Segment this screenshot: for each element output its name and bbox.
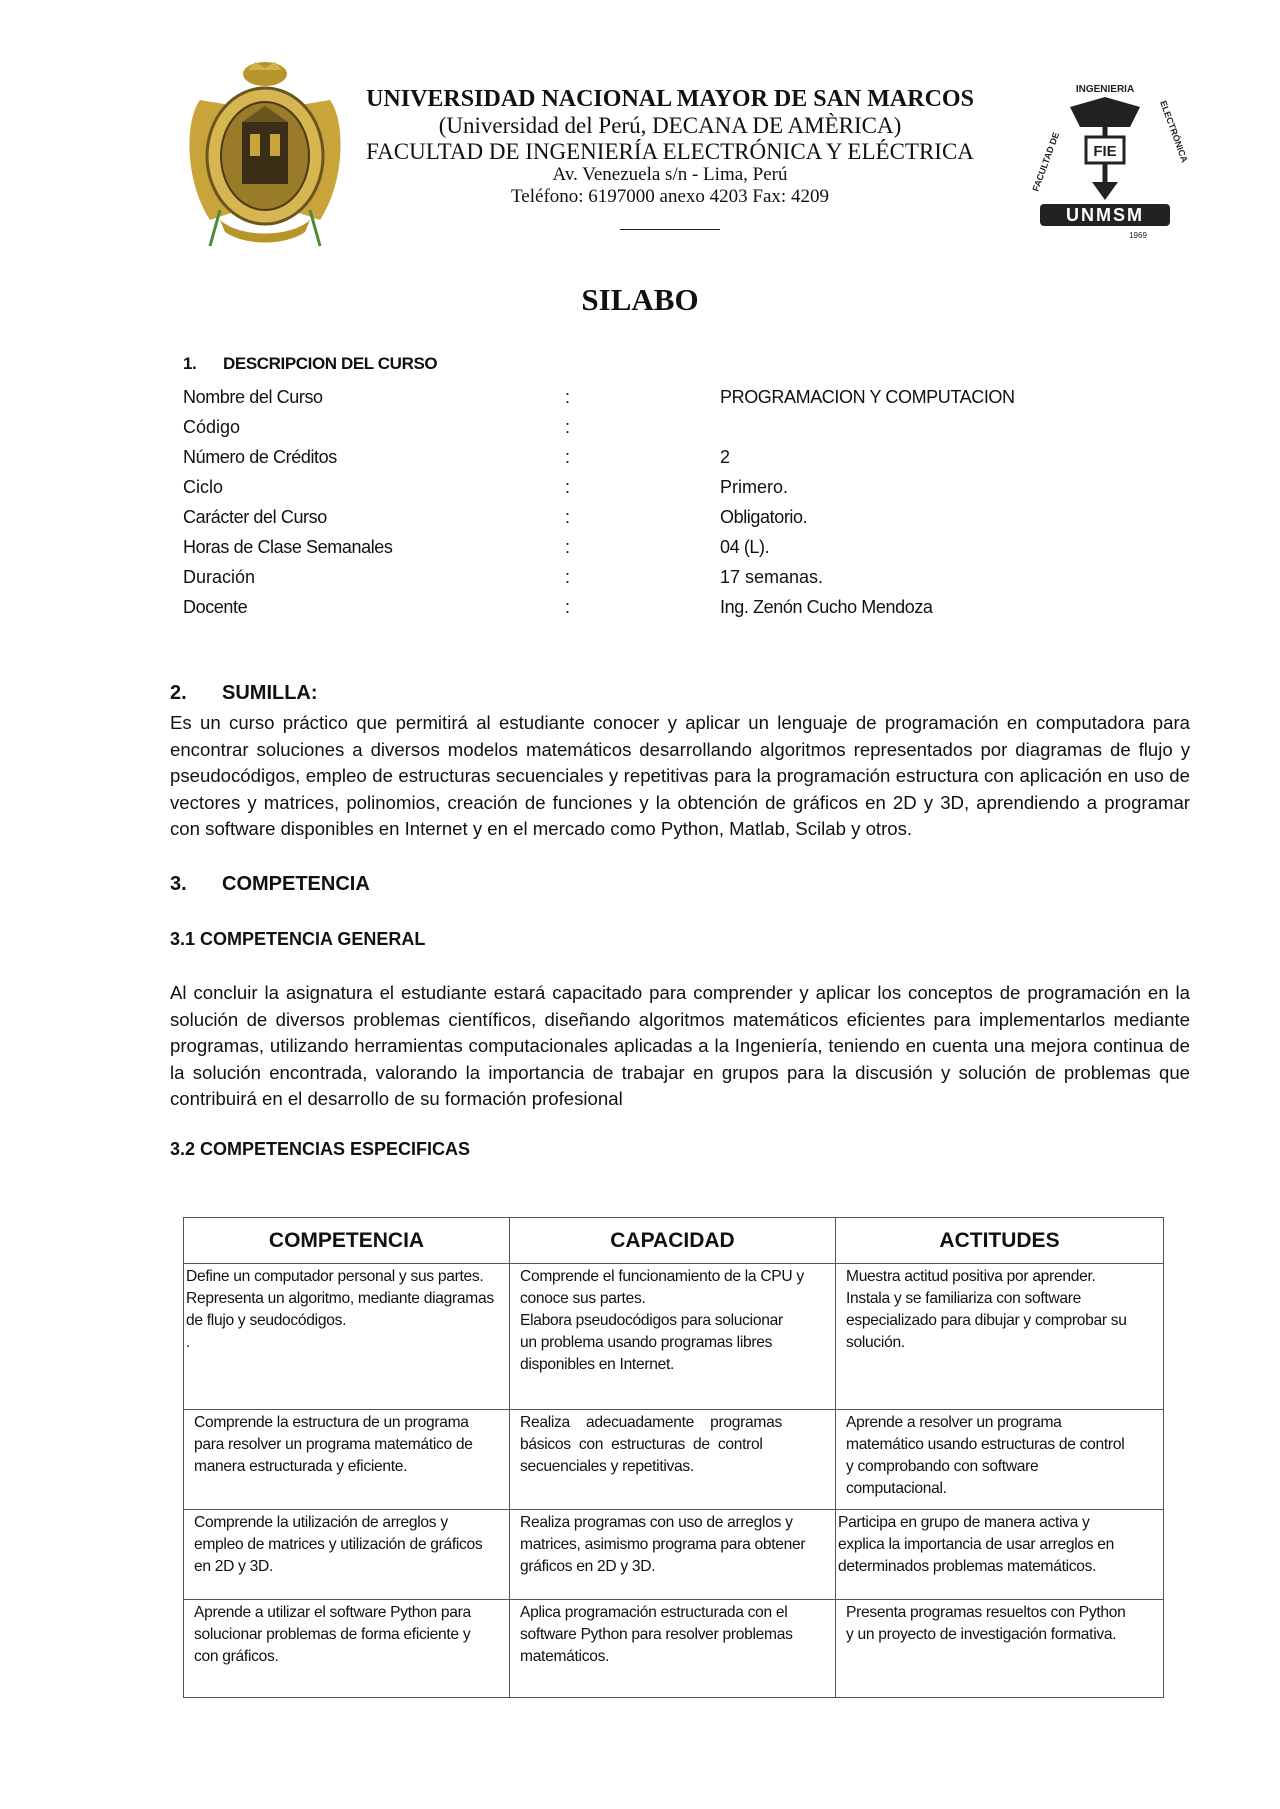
capacidad-cell: [510, 1410, 836, 1510]
field-label: Horas de Clase Semanales: [183, 537, 393, 557]
cell-line: empleo de matrices y utilización de gráficos: [194, 1536, 483, 1553]
cell-line: matemático usando estructuras de control: [846, 1436, 1125, 1453]
cell-line: Instala y se familiariza con software: [846, 1290, 1082, 1307]
cell-line: con gráficos.: [194, 1648, 279, 1665]
column-header-actitudes: ACTITUDES: [836, 1218, 1164, 1264]
cell-line: .: [186, 1334, 191, 1351]
page-title: SILABO: [581, 282, 699, 317]
cell-line: Aprende a resolver un programa: [846, 1414, 1062, 1431]
field-separator: :: [565, 567, 571, 587]
field-separator: :: [565, 387, 571, 407]
field-label: Ciclo: [183, 477, 224, 497]
field-separator: :: [565, 417, 571, 437]
section3-heading: [170, 873, 370, 896]
cell-line: para resolver un programa matemático de: [194, 1436, 473, 1453]
field-value: Ing. Zenón Cucho Mendoza: [720, 597, 933, 617]
university-crest-icon: [180, 60, 350, 256]
logo-year: 1969: [1129, 231, 1147, 240]
general-competence-heading: 3.1 COMPETENCIA GENERAL: [170, 929, 426, 949]
competencia-cell: [184, 1410, 510, 1510]
section2-title: SUMILLA:: [222, 682, 318, 704]
cell-line: matrices, asimismo programa para obtener: [520, 1536, 806, 1553]
competencia-cell: [184, 1510, 510, 1600]
table-row: [184, 1510, 1164, 1600]
cell-line: conoce sus partes.: [520, 1290, 646, 1307]
actitudes-cell: [836, 1264, 1164, 1410]
cell-line: básicos con estructuras de control: [520, 1436, 763, 1453]
fie-unmsm-logo-icon: [1030, 82, 1190, 242]
field-separator: :: [565, 597, 571, 617]
capacidad-cell: [510, 1510, 836, 1600]
cell-line: Realiza programas con uso de arreglos y: [520, 1514, 793, 1531]
logo-text-left: FACULTAD DE: [1030, 130, 1062, 193]
field-label: Código: [183, 417, 241, 437]
competencia-cell: [184, 1600, 510, 1698]
competencia-cell: [184, 1264, 510, 1410]
cell-line: y un proyecto de investigación formativa.: [846, 1626, 1117, 1643]
cell-line: Muestra actitud positiva por aprender.: [846, 1268, 1096, 1285]
logo-text-center: FIE: [1093, 143, 1117, 160]
section2-number: 2.: [170, 682, 187, 704]
capacidad-cell: [510, 1264, 836, 1410]
section2-heading: [170, 682, 318, 705]
field-value: Primero.: [720, 477, 789, 497]
field-label: Carácter del Curso: [183, 507, 327, 527]
course-field-row: [183, 537, 1083, 567]
field-value: PROGRAMACION Y COMPUTACION: [720, 387, 1015, 407]
cell-line: determinados problemas matemáticos.: [838, 1558, 1097, 1575]
field-label: Docente: [183, 597, 248, 617]
cell-line: Realiza adecuadamente programas: [520, 1414, 782, 1431]
actitudes-cell: [836, 1410, 1164, 1510]
cell-line: Representa un algoritmo, mediante diagramas: [186, 1290, 494, 1307]
faculty-name: FACULTAD DE INGENIERÍA ELECTRÓNICA Y ELÉCTRICA: [366, 138, 974, 164]
field-separator: :: [565, 507, 571, 527]
section3-number: 3.: [170, 873, 187, 895]
sumilla-text: Es un curso práctico que permitirá al estudiante conocer y aplicar un lenguaje de programación en computadora para encontrar soluciones a diversos modelos matemáticos desarrollando algoritmos representados por diagramas de flujo y pseudocódigos, empleo de estructuras secuenciales y repetitivas para la programación estructura con aplicación en uso de vectores y matrices, polinomios, creación de funciones y la obtención de gráficos en 2D y 3D, aprendiendo a programar con software disponibles en Internet y en el mercado como Python, Matlab, Scilab y otros.: [170, 712, 1190, 839]
cell-line: de flujo y seudocódigos.: [186, 1312, 347, 1329]
cell-line: especializado para dibujar y comprobar su: [846, 1312, 1127, 1329]
field-label: Nombre del Curso: [183, 387, 323, 407]
header: [340, 86, 1000, 230]
course-field-row: [183, 477, 1083, 507]
cell-line: computacional.: [846, 1480, 947, 1497]
field-separator: :: [565, 477, 571, 497]
cell-line: en 2D y 3D.: [194, 1558, 274, 1575]
field-value: 2: [720, 447, 730, 467]
field-label: Duración: [183, 567, 256, 587]
general-competence-text: Al concluir la asignatura el estudiante estará capacitado para comprender y aplicar los conceptos de programación en la solución de diversos problemas científicos, diseñando algoritmos matemáticos eficientes para implementarlos mediante programas, utilizando herramientas computacionales aplicadas a la Ingeniería, teniendo en cuenta una mejora continua de la solución encontrada, valorando la importancia de trabajar en grupos para la discusión y solución de problemas que contribuirá en el desarrollo de su formación profesional: [170, 982, 1190, 1109]
capacidad-cell: [510, 1600, 836, 1698]
address: Av. Venezuela s/n - Lima, Perú: [552, 164, 788, 186]
actitudes-cell: [836, 1600, 1164, 1698]
course-field-row: [183, 447, 1083, 477]
course-description-list: [183, 387, 1083, 627]
section1-number: 1.: [183, 354, 197, 373]
course-field-row: [183, 417, 1083, 447]
table-header-row: [184, 1218, 1164, 1264]
university-subtitle: (Universidad del Perú, DECANA DE AMÈRICA): [438, 112, 902, 138]
cell-line: Aprende a utilizar el software Python para: [194, 1604, 471, 1621]
cell-line: Comprende la estructura de un programa: [194, 1414, 469, 1431]
logo-text-bottom: UNMSM: [1066, 205, 1144, 225]
header-rule: [620, 229, 720, 230]
cell-line: secuenciales y repetitivas.: [520, 1458, 694, 1475]
cell-line: solución.: [846, 1334, 905, 1351]
cell-line: Presenta programas resueltos con Python: [846, 1604, 1126, 1621]
cell-line: y comprobando con software: [846, 1458, 1039, 1475]
specific-competences-heading: 3.2 COMPETENCIAS ESPECIFICAS: [170, 1139, 471, 1159]
table-row: [184, 1264, 1164, 1410]
logo-text-right: ELECTRÓNICA: [1158, 99, 1190, 164]
phone: Teléfono: 6197000 anexo 4203 Fax: 4209: [511, 185, 829, 207]
cell-line: matemáticos.: [520, 1648, 610, 1665]
field-separator: :: [565, 537, 571, 557]
table-row: [184, 1410, 1164, 1510]
cell-line: Participa en grupo de manera activa y: [838, 1514, 1090, 1531]
section1-title: DESCRIPCION DEL CURSO: [223, 354, 438, 373]
cell-line: disponibles en Internet.: [520, 1356, 675, 1373]
cell-line: Define un computador personal y sus partes.: [186, 1268, 484, 1285]
field-value: Obligatorio.: [720, 507, 808, 527]
cell-line: solucionar problemas de forma eficiente y: [194, 1626, 471, 1643]
field-value: 17 semanas.: [720, 567, 824, 587]
course-field-row: [183, 507, 1083, 537]
cell-line: Aplica programación estructurada con el: [520, 1604, 788, 1621]
field-separator: :: [565, 447, 571, 467]
section3-title: COMPETENCIA: [222, 873, 370, 895]
logo-text-top: INGENIERIA: [1075, 84, 1135, 95]
table-row: [184, 1600, 1164, 1698]
competences-table: [183, 1217, 1164, 1698]
section1-heading: [183, 354, 437, 374]
university-name: UNIVERSIDAD NACIONAL MAYOR DE SAN MARCOS: [366, 86, 974, 112]
course-field-row: [183, 567, 1083, 597]
cell-line: explica la importancia de usar arreglos en: [838, 1536, 1115, 1553]
cell-line: Comprende el funcionamiento de la CPU y: [520, 1268, 804, 1285]
cell-line: gráficos en 2D y 3D.: [520, 1558, 656, 1575]
cell-line: Comprende la utilización de arreglos y: [194, 1514, 448, 1531]
course-field-row: [183, 597, 1083, 627]
field-label: Número de Créditos: [183, 447, 337, 467]
column-header-competencia: COMPETENCIA: [184, 1218, 510, 1264]
cell-line: Elabora pseudocódigos para solucionar: [520, 1312, 783, 1329]
column-header-capacidad: CAPACIDAD: [510, 1218, 836, 1264]
cell-line: manera estructurada y eficiente.: [194, 1458, 408, 1475]
cell-line: un problema usando programas libres: [520, 1334, 773, 1351]
course-field-row: [183, 387, 1083, 417]
field-value: 04 (L).: [720, 537, 770, 557]
cell-line: software Python para resolver problemas: [520, 1626, 793, 1643]
actitudes-cell: [836, 1510, 1164, 1600]
